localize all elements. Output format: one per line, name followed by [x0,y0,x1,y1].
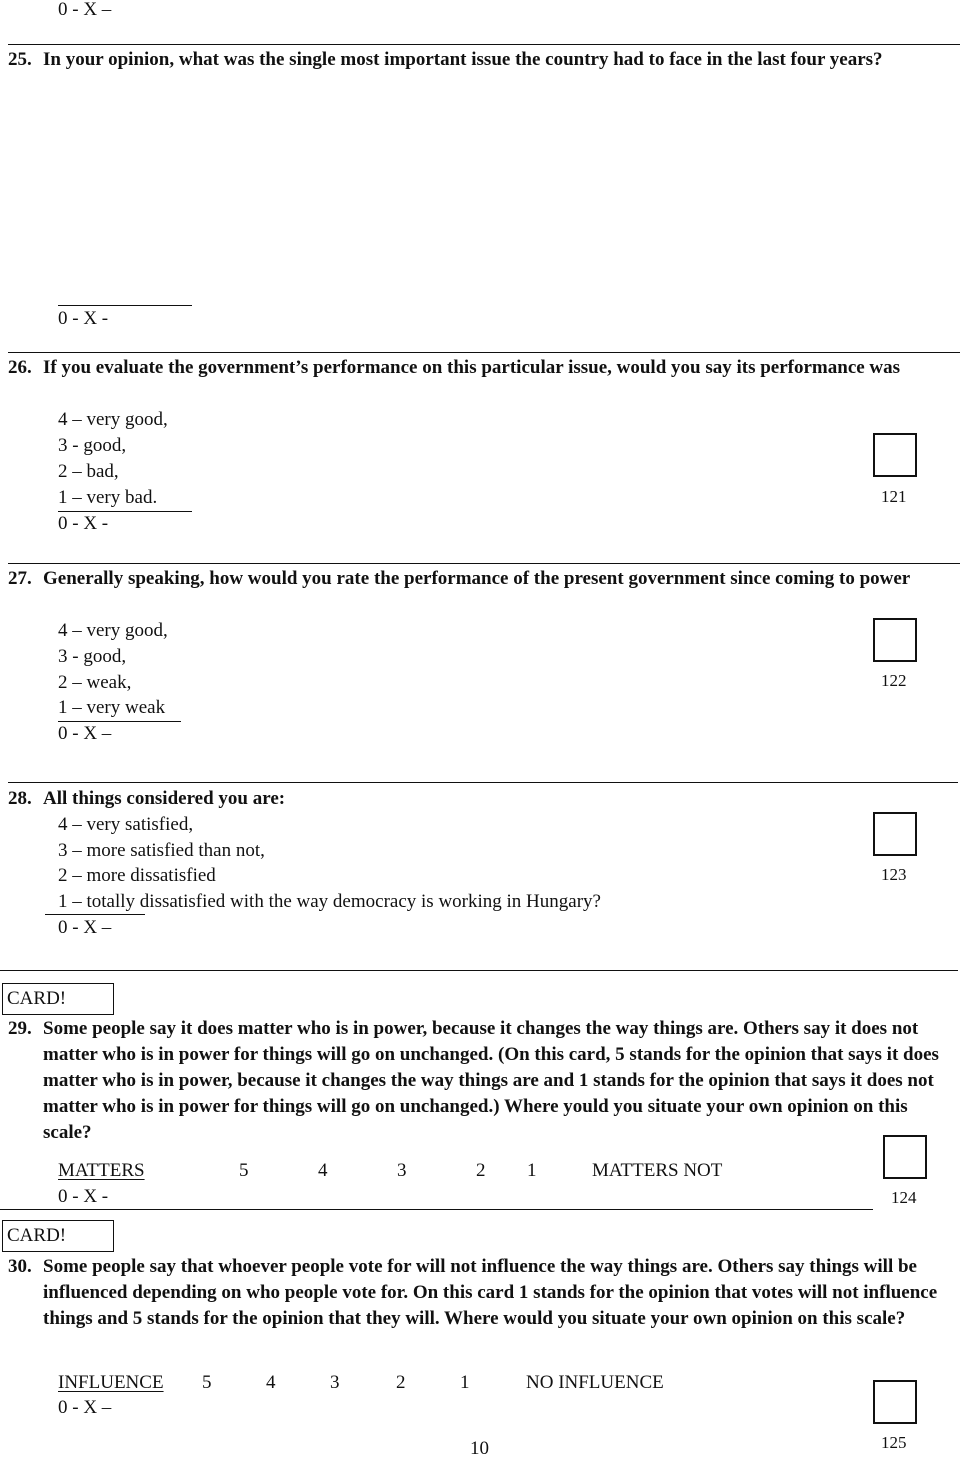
question-number: 30. [8,1256,32,1277]
scale-left-label: INFLUENCE [58,1372,164,1393]
option-2: 2 – more dissatisfied [58,865,216,886]
question-text: Generally speaking, how would you rate the performance of the present government since coming to power [43,568,911,589]
divider [8,782,958,783]
divider [8,563,960,564]
card-label-text: CARD! [7,1225,67,1246]
code-line: 0 - X - [58,513,109,534]
option-3: 3 - good, [58,435,127,456]
option-1: 1 – very weak [58,697,166,718]
option-3: 3 - good, [58,646,127,667]
card-label [2,983,114,1015]
option-4: 4 – very good, [58,409,168,430]
divider [0,1209,873,1210]
code-line: 0 - X – [58,723,112,744]
box-code: 125 [881,1433,907,1452]
divider [0,970,958,971]
answer-box[interactable] [873,812,917,856]
option-2: 2 – weak, [58,672,132,693]
scale-value-5[interactable]: 5 [202,1372,212,1393]
scale-value-3[interactable]: 3 [397,1160,407,1181]
scale-left-label: MATTERS [58,1160,145,1181]
prev-question-code-line: 0 - X – [58,0,112,20]
answer-box[interactable] [873,1380,917,1424]
code-line: 0 - X – [58,917,112,938]
scale-row [0,1370,800,1396]
question-number: 29. [8,1018,32,1039]
question-text: Some people say it does matter who is in power, because it changes the way things are. Others say it does not matter who is in power for things will go on unchanged. (On this card, 5 stands for the opinion that says it does matter who is in power, because it changes the way things are and 1 stands for the opinion that says it does not matter who is in power for things will go on unchanged.) Where yould you situate your own opinion on this scale? [43,1018,939,1143]
question-number: 26. [8,357,32,378]
answer-box[interactable] [873,618,917,662]
answer-box[interactable] [883,1135,927,1179]
answer-box[interactable] [873,433,917,477]
question-number: 27. [8,568,32,589]
scale-row [0,1158,800,1184]
code-line: 0 - X - [58,1186,109,1207]
divider [8,44,960,45]
option-4: 4 – very satisfied, [58,814,194,835]
page-number: 10 [470,1438,489,1459]
question-text: In your opinion, what was the single most important issue the country had to face in the last four years? [43,49,883,70]
scale-value-1[interactable]: 1 [460,1372,470,1393]
scale-right-label: MATTERS NOT [592,1160,723,1181]
scale-value-5[interactable]: 5 [239,1160,249,1181]
question-number: 28. [8,788,32,809]
scale-value-3[interactable]: 3 [330,1372,340,1393]
box-code: 123 [881,865,907,884]
card-label [2,1220,114,1252]
scale-value-1[interactable]: 1 [527,1160,537,1181]
box-code: 124 [891,1188,917,1207]
option-1: 1 – totally dissatisfied with the way democracy is working in Hungary? [58,891,601,912]
question-text: All things considered you are: [43,788,286,809]
scale-value-2[interactable]: 2 [476,1160,486,1181]
scale-value-4[interactable]: 4 [318,1160,328,1181]
card-label-text: CARD! [7,988,67,1009]
code-line: 0 - X - [58,308,109,329]
question-number: 25. [8,49,32,70]
question-text: If you evaluate the government’s performance on this particular issue, would you say its performance was [43,357,901,378]
code-line: 0 - X – [58,1397,112,1418]
scale-right-label: NO INFLUENCE [526,1372,664,1393]
box-code: 122 [881,671,907,690]
box-code: 121 [881,487,907,506]
scale-value-4[interactable]: 4 [266,1372,276,1393]
option-4: 4 – very good, [58,620,168,641]
scale-value-2[interactable]: 2 [396,1372,406,1393]
divider [8,352,960,353]
option-2: 2 – bad, [58,461,119,482]
option-1: 1 – very bad. [58,487,158,508]
option-3: 3 – more satisfied than not, [58,840,265,861]
question-text: Some people say that whoever people vote for will not influence the way things are. Others say things will be influenced depending on who people vote for. On this card 1 stands for the opinion that votes will not influence things and 5 stands for the opinion that they will. Where would you situate your own opinion on this scale? [43,1256,938,1329]
